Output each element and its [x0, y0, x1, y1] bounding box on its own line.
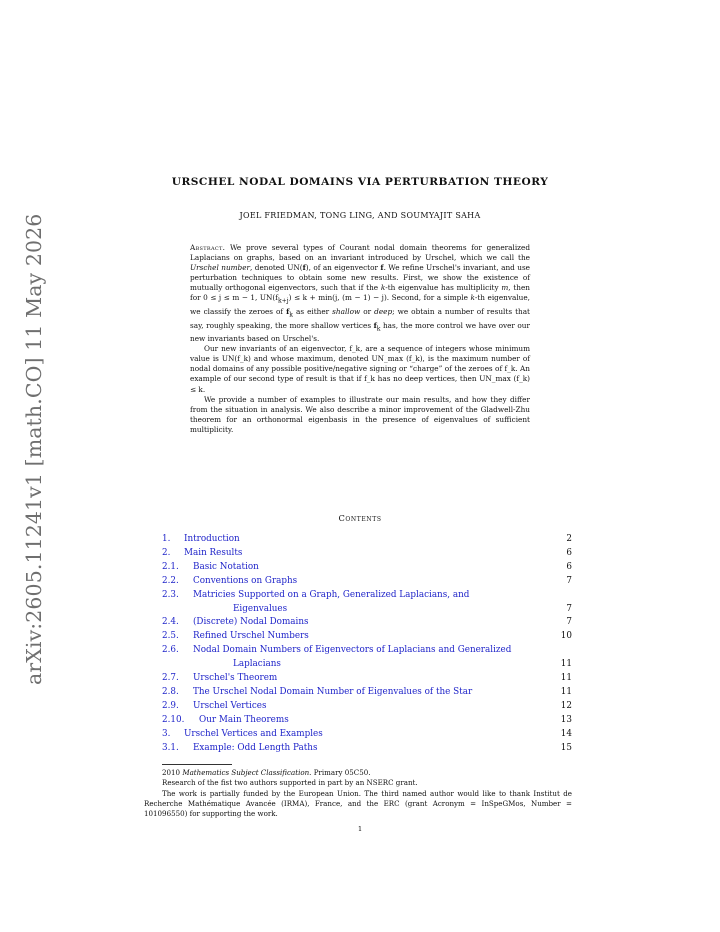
toc-entry-urschel-vertices[interactable]: 2.9. Urschel Vertices 12	[162, 700, 572, 711]
toc-entry-main-theorems[interactable]: 2.10. Our Main Theorems 13	[162, 714, 572, 725]
paper-title: URSCHEL NODAL DOMAINS VIA PERTURBATION THEORY	[171, 176, 549, 188]
toc-entry-odd-length-paths[interactable]: 3.1. Example: Odd Length Paths 15	[162, 742, 572, 753]
toc-entry-urschel-vertices-examples[interactable]: 3. Urschel Vertices and Examples 14	[162, 728, 572, 739]
toc-entry-matricies-supported[interactable]: 2.3. Matricies Supported on a Graph, Generalized Laplacians, and Eigenvalues 7	[162, 589, 572, 614]
toc-entry-basic-notation[interactable]: 2.1. Basic Notation 6	[162, 561, 572, 572]
arxiv-identifier: arXiv:2605.11241v1 [math.CO] 11 May 2026	[22, 213, 46, 685]
footnote-rule	[162, 764, 232, 765]
footnote-grant-nserc: Research of the fist two authors supported in part by an NSERC grant.	[162, 778, 418, 788]
toc-entry-introduction[interactable]: 1. Introduction 2	[162, 534, 572, 544]
toc-entry-star-eigenvalues[interactable]: 2.8. The Urschel Nodal Domain Number of Eigenvalues of the Star 11	[162, 686, 572, 697]
footnotes	[144, 768, 572, 819]
abstract	[190, 243, 530, 435]
abstract-paragraph-2: Our new invariants of an eigenvector, f_k, are a sequence of integers whose minimum value is UN(f_k) and whose maximum, denoted UN_max (f_k), is the maximum number of nodal domains of any possible positive/negative signing or “charge” of the zeroes of f_k. An example of our second type of result is that if f_k has no deep vertices, then UN_max (f_k) ≤ k.	[190, 344, 530, 394]
abstract-label: Abstract.	[190, 243, 226, 252]
toc-entry-urschels-theorem[interactable]: 2.7. Urschel's Theorem 11	[162, 673, 572, 684]
abstract-paragraph-1: Abstract. We prove several types of Courant nodal domain theorems for generalized Laplacians on graphs, based on an invariant introduced by Urschel, which we call the Urschel number, denoted UN(f), of an eigenvector f. We refine Urschel's invariant, and use perturbation techniques to obtain some new results. First, we show the existence of mutually orthogonal eigenvectors, such that if the k-th eigenvalue has multiplicity m, then for 0 ≤ j ≤ m − 1, $UN(f_{k+j}) \le k + \min(j$, (m − 1) − j). Second, for a simple k-th eigenvalue, we classify the zeroes of $f_k$ as either shallow or deep; we obtain a number of results that say, roughly speaking, the more shallow vertices $f_k$ has, the more control we have over our new invariants based on Urschel's.	[190, 243, 531, 344]
abstract-paragraph-3: We provide a number of examples to illustrate our main results, and how they differ from the situation in analysis. We also describe a minor improvement of the Gladwell-Zhu theorem for an orthonormal eigenbasis in the presence of eigenvalues of sufficient multiplicity.	[190, 394, 530, 434]
toc-entry-conventions-on-graphs[interactable]: 2.2. Conventions on Graphs 7	[162, 575, 572, 586]
contents-heading: Contents	[338, 513, 382, 523]
footnote-grant-eu: The work is partially funded by the European Union. The third named author would like to thank Institut de Recherche Mathématique Avancée (IRMA), France, and the ERC (grant Acronym = InSpeGMos, Number = 101096550) for supporting the work.	[144, 788, 572, 819]
table-of-contents	[162, 533, 572, 756]
toc-entry-nodal-domains[interactable]: 2.4. (Discrete) Nodal Domains 7	[162, 617, 572, 628]
page-number: 1	[357, 825, 363, 833]
toc-entry-refined-urschel-numbers[interactable]: 2.5. Refined Urschel Numbers 10	[162, 631, 572, 642]
paper-authors: JOEL FRIEDMAN, TONG LING, AND SOUMYAJIT SAHA	[239, 211, 481, 220]
toc-entry-main-results[interactable]: 2. Main Results 6	[162, 547, 572, 558]
toc-entry-nodal-domain-numbers[interactable]: 2.6. Nodal Domain Numbers of Eigenvectors of Laplacians and Generalized Laplacians 11	[162, 645, 572, 670]
footnote-msc: 2010 Mathematics Subject Classification. Primary 05C50.	[162, 768, 371, 777]
